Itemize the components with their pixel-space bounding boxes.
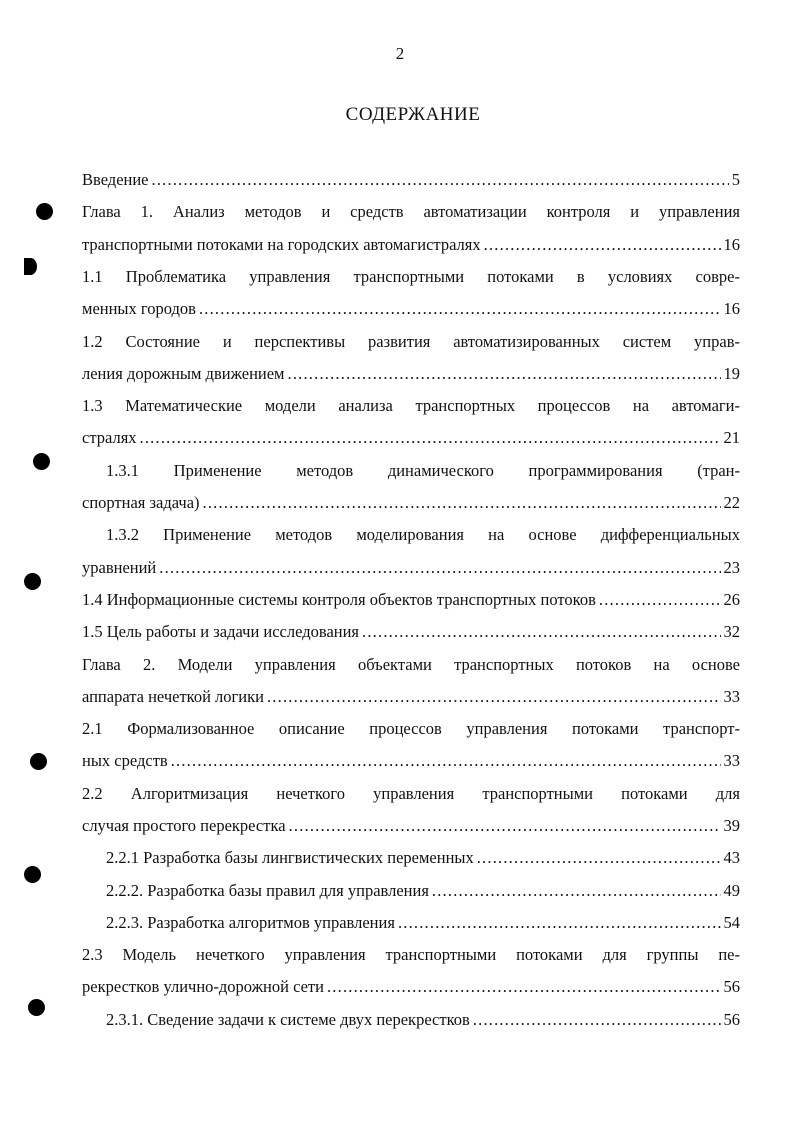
toc-page-number: 23	[723, 558, 740, 577]
toc-entry-text: 2.2.2. Разработка базы правил для управления	[106, 881, 429, 900]
toc-dot-leader	[159, 556, 720, 580]
toc-entry-line	[82, 233, 740, 257]
toc-entry-text: рекрестков улично-дорожной сети	[82, 977, 324, 996]
toc-entry-text: 2.3 Модель нечеткого управления транспортными потоками для группы пе-	[82, 945, 740, 964]
toc-entry-line	[82, 685, 740, 709]
toc-page-number: 56	[723, 1010, 740, 1029]
toc-entry-text: 2.1 Формализованное описание процессов управления потоками транспорт-	[82, 719, 740, 738]
toc-entry-line	[82, 620, 740, 644]
toc-page-number: 56	[723, 977, 740, 996]
toc-dot-leader	[140, 426, 721, 450]
punch-hole-mark	[33, 453, 50, 470]
toc-entry-line	[82, 814, 740, 838]
toc-entry-line	[82, 556, 740, 580]
punch-hole-mark	[30, 753, 47, 770]
toc-page-number: 26	[723, 590, 740, 609]
page-title: СОДЕРЖАНИЕ	[345, 104, 481, 125]
toc-dot-leader	[289, 814, 721, 838]
toc-entry-line	[106, 879, 740, 903]
toc-entry-text: 1.1 Проблематика управления транспортными потоками в условиях совре-	[82, 267, 740, 286]
toc-entry-text: Введение	[82, 170, 149, 189]
toc-dot-leader	[362, 620, 720, 644]
toc-page-number: 16	[723, 235, 740, 254]
toc-entry-text: 1.5 Цель работы и задачи исследования	[82, 622, 360, 641]
toc-entry-text: 1.3.2 Применение методов моделирования на основе дифференциальных	[106, 525, 740, 544]
toc-entry-line	[82, 491, 740, 515]
toc-entry-text: спортная задача)	[82, 493, 200, 512]
toc-page-number: 49	[723, 881, 740, 900]
toc-dot-leader	[484, 233, 721, 257]
toc-entry-line	[82, 588, 740, 612]
toc-entry-text: 2.2 Алгоритмизация нечеткого управления транспортными потоками для	[82, 784, 740, 803]
page-number: 2	[395, 44, 405, 63]
toc-dot-leader	[199, 297, 721, 321]
toc-page-number: 33	[723, 751, 740, 770]
toc-entry-text: уравнений	[82, 558, 157, 577]
toc-entry-line	[82, 297, 740, 321]
toc-page-number: 39	[723, 816, 740, 835]
toc-page-number: 32	[723, 622, 740, 641]
toc-entry-line	[82, 426, 740, 450]
toc-page-number: 16	[723, 299, 740, 318]
toc-entry-text: Глава 1. Анализ методов и средств автоматизации контроля и управления	[82, 202, 740, 221]
toc-page-number: 43	[723, 848, 740, 867]
toc-page-number: 54	[723, 913, 740, 932]
toc-dot-leader	[477, 846, 721, 870]
toc-dot-leader	[398, 911, 721, 935]
toc-entry-text: 2.3.1. Сведение задачи к системе двух перекрестков	[106, 1010, 470, 1029]
toc-entry-text: транспортными потоками на городских автомагистралях	[82, 235, 481, 254]
toc-dot-leader	[267, 685, 721, 709]
toc-dot-leader	[203, 491, 721, 515]
toc-entry-text: ных средств	[82, 751, 168, 770]
toc-entry-line	[82, 749, 740, 773]
toc-entry-text: 1.3 Математические модели анализа транспортных процессов на автомаги-	[82, 396, 740, 415]
punch-hole-mark	[24, 258, 37, 275]
toc-dot-leader	[327, 975, 721, 999]
toc-entry-text: менных городов	[82, 299, 196, 318]
toc-entry-text: 2.2.1 Разработка базы лингвистических переменных	[106, 848, 474, 867]
toc-entry-line	[106, 846, 740, 870]
toc-entry-line	[82, 362, 740, 386]
toc-page-number: 5	[731, 170, 740, 189]
toc-entry-text: ления дорожным движением	[82, 364, 285, 383]
toc-dot-leader	[152, 168, 729, 192]
toc-entry-text: 1.4 Информационные системы контроля объектов транспортных потоков	[82, 590, 596, 609]
toc-entry-line	[82, 975, 740, 999]
toc-dot-leader	[171, 749, 721, 773]
toc-page-number: 22	[723, 493, 740, 512]
toc-entry-text: случая простого перекрестка	[82, 816, 286, 835]
toc-entry-text: стралях	[82, 428, 137, 447]
punch-hole-mark	[28, 999, 45, 1016]
toc-entry-text: 1.2 Состояние и перспективы развития автоматизированных систем управ-	[82, 332, 740, 351]
toc-entry-text: Глава 2. Модели управления объектами транспортных потоков на основе	[82, 655, 740, 674]
toc-dot-leader	[599, 588, 721, 612]
toc-page-number: 33	[723, 687, 740, 706]
toc-page-number: 19	[723, 364, 740, 383]
punch-hole-mark	[24, 573, 41, 590]
toc-dot-leader	[432, 879, 721, 903]
toc-dot-leader	[473, 1008, 721, 1032]
toc-entry-line	[106, 911, 740, 935]
toc-entry-line	[82, 168, 740, 192]
toc-entry-text: 1.3.1 Применение методов динамического программирования (тран-	[106, 461, 740, 480]
toc-entry-text: 2.2.3. Разработка алгоритмов управления	[106, 913, 395, 932]
toc-entry-line	[106, 1008, 740, 1032]
toc-entry-text: аппарата нечеткой логики	[82, 687, 264, 706]
punch-hole-mark	[36, 203, 53, 220]
toc-dot-leader	[288, 362, 721, 386]
punch-hole-mark	[24, 866, 41, 883]
toc-page-number: 21	[723, 428, 740, 447]
